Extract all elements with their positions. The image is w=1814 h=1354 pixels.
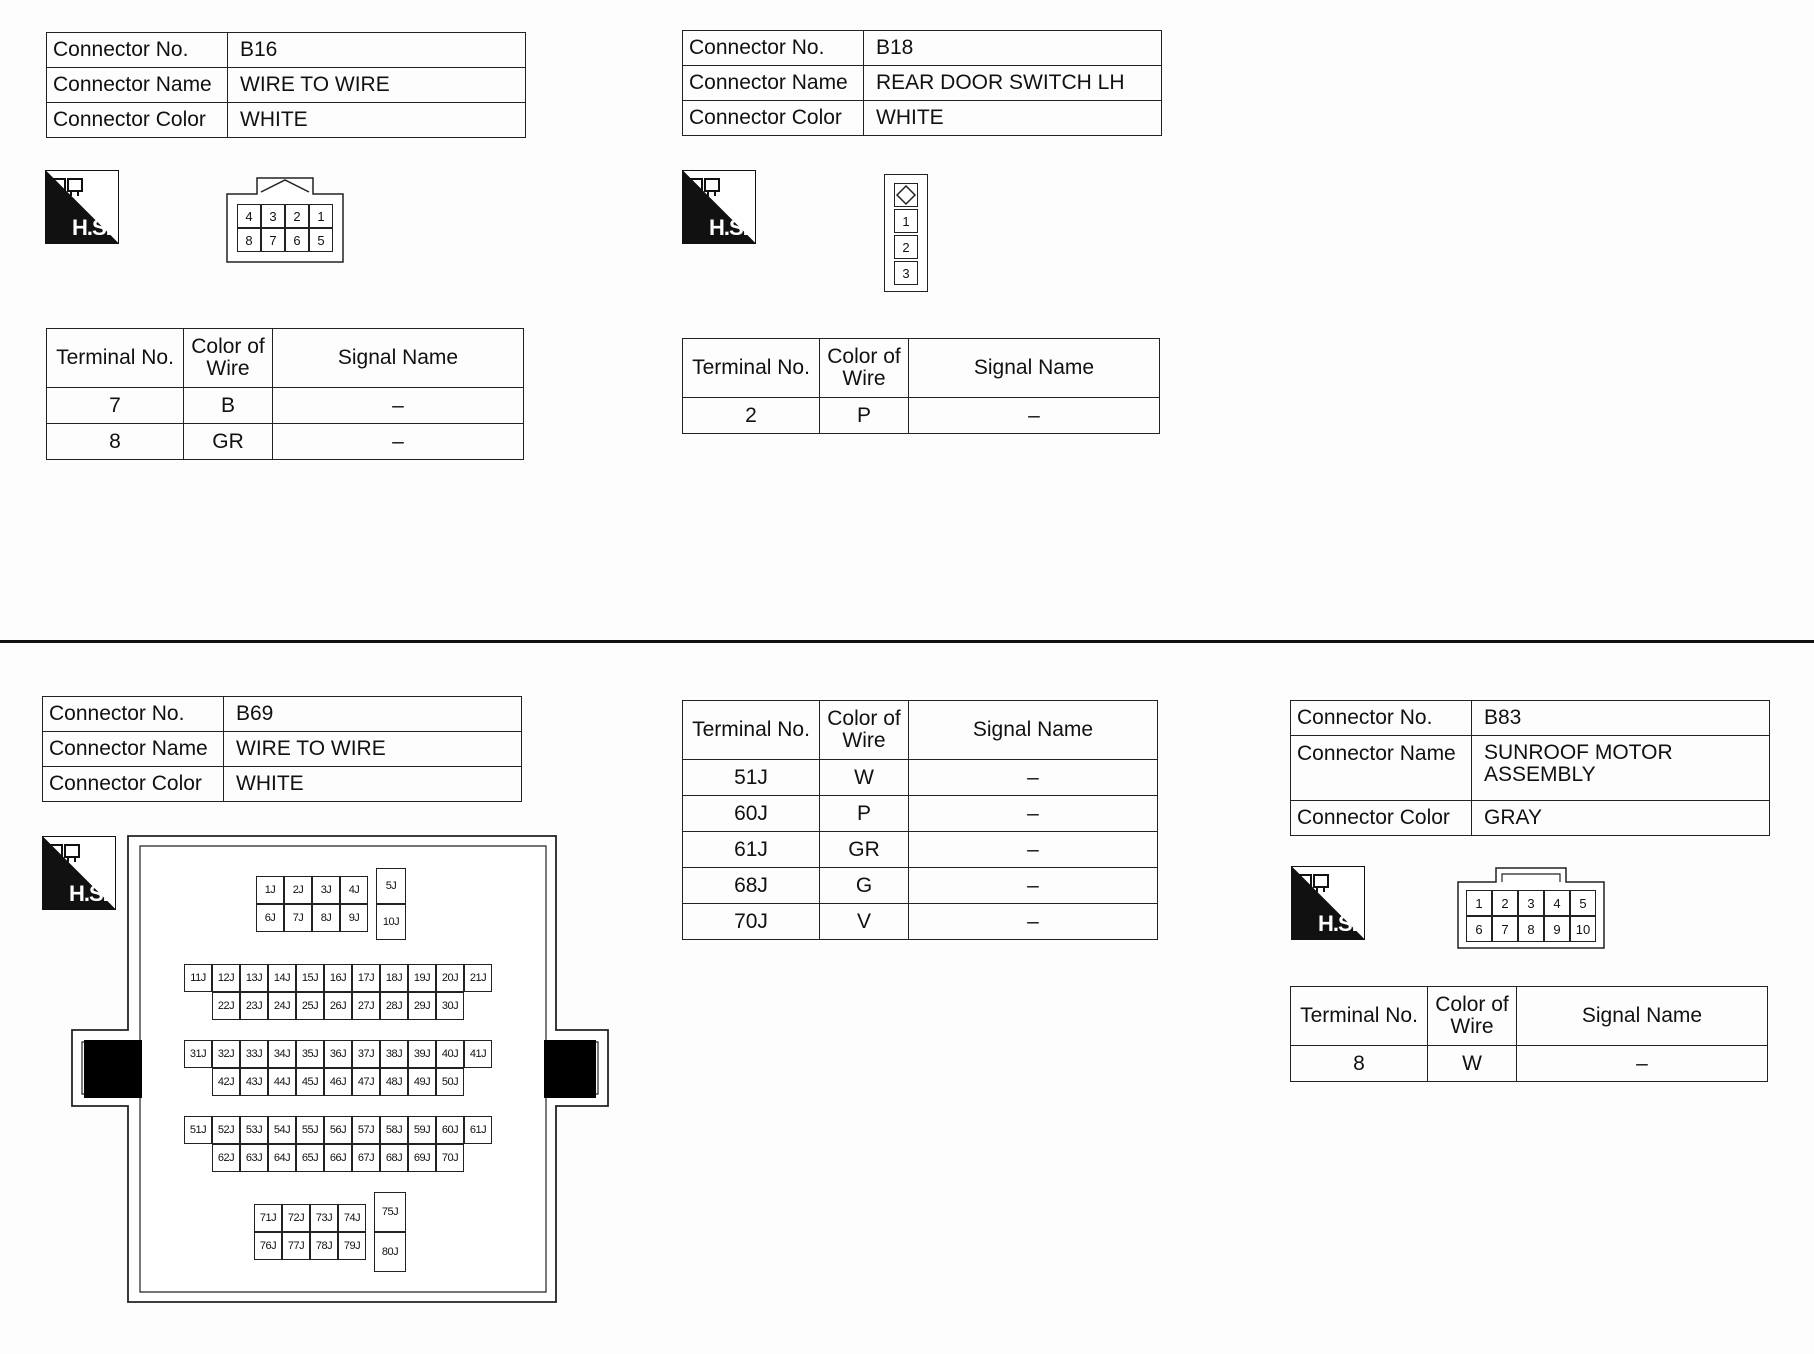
pin: 8 xyxy=(1518,916,1544,942)
pin: 3J xyxy=(312,876,340,904)
pin: 17J xyxy=(352,964,380,992)
pin: 16J xyxy=(324,964,352,992)
signal-cell: – xyxy=(273,424,524,460)
table-row xyxy=(47,424,524,460)
pin: 61J xyxy=(464,1116,492,1144)
pin: 74J xyxy=(338,1204,366,1232)
connector-no-value: B18 xyxy=(864,31,1162,66)
connector-glyph-icon xyxy=(1296,871,1330,893)
wire-color-cell: W xyxy=(1428,1046,1517,1082)
pin: 30J xyxy=(436,992,464,1020)
connector-no-value: B69 xyxy=(224,697,522,732)
signal-cell: – xyxy=(909,868,1158,904)
pin: 76J xyxy=(254,1232,282,1260)
pin: 24J xyxy=(268,992,296,1020)
pin: 28J xyxy=(380,992,408,1020)
pin: 25J xyxy=(296,992,324,1020)
pin: 77J xyxy=(282,1232,310,1260)
connector-no-label: Connector No. xyxy=(47,33,228,68)
pin: 62J xyxy=(212,1144,240,1172)
pin: 4 xyxy=(1544,890,1570,916)
terminal-cell: 70J xyxy=(683,904,820,940)
pin: 49J xyxy=(408,1068,436,1096)
pin: 54J xyxy=(268,1116,296,1144)
pin: 3 xyxy=(1518,890,1544,916)
table-row xyxy=(683,832,1158,868)
pin: 69J xyxy=(408,1144,436,1172)
wire-color-cell: G xyxy=(820,868,909,904)
signal-cell: – xyxy=(273,388,524,424)
connector-b83-face xyxy=(1456,866,1606,950)
pin: 9J xyxy=(340,904,368,932)
pin: 7 xyxy=(1492,916,1518,942)
connector-color-value: WHITE xyxy=(864,101,1162,136)
section-divider xyxy=(0,640,1814,643)
signal-name-header: Signal Name xyxy=(909,701,1158,760)
pin: 71J xyxy=(254,1204,282,1232)
pin: 9 xyxy=(1544,916,1570,942)
pin: 7J xyxy=(284,904,312,932)
pin: 42J xyxy=(212,1068,240,1096)
pin: 46J xyxy=(324,1068,352,1096)
connector-name-value xyxy=(1472,736,1770,801)
terminal-cell: 61J xyxy=(683,832,820,868)
pin: 67J xyxy=(352,1144,380,1172)
pin: 2J xyxy=(284,876,312,904)
signal-cell: – xyxy=(909,796,1158,832)
pin: 64J xyxy=(268,1144,296,1172)
connector-b69-terminal-table xyxy=(682,700,1158,940)
pin: 6J xyxy=(256,904,284,932)
pin: 8 xyxy=(237,228,261,252)
pin: 19J xyxy=(408,964,436,992)
pin: 2 xyxy=(894,235,918,259)
pin: 41J xyxy=(464,1040,492,1068)
hs-badge-label: H.S. xyxy=(69,881,108,906)
pin: 10J xyxy=(376,904,406,940)
pin: 51J xyxy=(184,1116,212,1144)
connector-name-value: REAR DOOR SWITCH LH xyxy=(864,66,1162,101)
wire-color-cell: B xyxy=(184,388,273,424)
terminal-cell: 60J xyxy=(683,796,820,832)
harness-side-badge xyxy=(682,170,756,244)
pin: 36J xyxy=(324,1040,352,1068)
pin: 79J xyxy=(338,1232,366,1260)
wire-color-cell: P xyxy=(820,796,909,832)
pin: 1 xyxy=(309,204,333,228)
pin: 1 xyxy=(1466,890,1492,916)
wire-color-cell: GR xyxy=(184,424,273,460)
connector-name-value: WIRE TO WIRE xyxy=(228,68,526,103)
pin: 45J xyxy=(296,1068,324,1096)
pin: 48J xyxy=(380,1068,408,1096)
pin: 63J xyxy=(240,1144,268,1172)
pin: 4 xyxy=(237,204,261,228)
wire-color-cell: W xyxy=(820,760,909,796)
key-diamond-icon xyxy=(894,183,918,207)
connector-name-label: Connector Name xyxy=(1291,736,1472,801)
wire-color-cell: V xyxy=(820,904,909,940)
pin: 52J xyxy=(212,1116,240,1144)
connector-color-value: GRAY xyxy=(1472,801,1770,836)
table-row xyxy=(1291,1046,1768,1082)
pin: 13J xyxy=(240,964,268,992)
connector-name-line: SUNROOF MOTOR xyxy=(1484,741,1673,764)
connector-b16-info xyxy=(46,32,526,138)
connector-no-label: Connector No. xyxy=(1291,701,1472,736)
signal-name-header: Signal Name xyxy=(909,339,1160,398)
pin: 10 xyxy=(1570,916,1596,942)
pin: 57J xyxy=(352,1116,380,1144)
connector-b83-info xyxy=(1290,700,1770,836)
connector-b16-face xyxy=(225,170,345,264)
pin: 11J xyxy=(184,964,212,992)
terminal-cell: 8 xyxy=(1291,1046,1428,1082)
signal-name-header: Signal Name xyxy=(1517,987,1768,1046)
pin: 47J xyxy=(352,1068,380,1096)
pin: 68J xyxy=(380,1144,408,1172)
connector-b18-face xyxy=(884,174,928,292)
pin: 4J xyxy=(340,876,368,904)
signal-cell: – xyxy=(909,832,1158,868)
pin: 37J xyxy=(352,1040,380,1068)
color-of-wire-header: Color of Wire xyxy=(820,339,909,398)
pin: 26J xyxy=(324,992,352,1020)
connector-color-value: WHITE xyxy=(224,767,522,802)
connector-color-label: Connector Color xyxy=(683,101,864,136)
pin: 72J xyxy=(282,1204,310,1232)
pin: 3 xyxy=(894,261,918,285)
pin: 5 xyxy=(309,228,333,252)
color-of-wire-header: Color of Wire xyxy=(184,329,273,388)
pin: 2 xyxy=(1492,890,1518,916)
pin: 70J xyxy=(436,1144,464,1172)
pin: 6 xyxy=(1466,916,1492,942)
connector-color-label: Connector Color xyxy=(1291,801,1472,836)
pin: 43J xyxy=(240,1068,268,1096)
pin: 34J xyxy=(268,1040,296,1068)
pin: 35J xyxy=(296,1040,324,1068)
hs-badge-label: H.S. xyxy=(1318,911,1357,936)
connector-no-label: Connector No. xyxy=(43,697,224,732)
connector-b18-terminal-table xyxy=(682,338,1160,434)
pin: 55J xyxy=(296,1116,324,1144)
terminal-no-header: Terminal No. xyxy=(47,329,184,388)
pin: 21J xyxy=(464,964,492,992)
terminal-cell: 51J xyxy=(683,760,820,796)
pin: 29J xyxy=(408,992,436,1020)
connector-b69-info xyxy=(42,696,522,802)
connector-glyph-icon xyxy=(50,175,84,197)
pin: 8J xyxy=(312,904,340,932)
connector-name-value: WIRE TO WIRE xyxy=(224,732,522,767)
pin: 22J xyxy=(212,992,240,1020)
table-row xyxy=(683,868,1158,904)
connector-no-value: B16 xyxy=(228,33,526,68)
connector-color-value: WHITE xyxy=(228,103,526,138)
pin: 38J xyxy=(380,1040,408,1068)
pin: 60J xyxy=(436,1116,464,1144)
terminal-no-header: Terminal No. xyxy=(683,339,820,398)
table-row xyxy=(683,904,1158,940)
connector-b16-terminal-table xyxy=(46,328,524,460)
pin: 73J xyxy=(310,1204,338,1232)
connector-no-label: Connector No. xyxy=(683,31,864,66)
color-of-wire-header: Color of Wire xyxy=(820,701,909,760)
pin: 12J xyxy=(212,964,240,992)
pin: 15J xyxy=(296,964,324,992)
pin: 56J xyxy=(324,1116,352,1144)
pin: 65J xyxy=(296,1144,324,1172)
pin: 59J xyxy=(408,1116,436,1144)
signal-cell: – xyxy=(1517,1046,1768,1082)
pin: 2 xyxy=(285,204,309,228)
pin: 1 xyxy=(894,209,918,233)
pin: 5J xyxy=(376,868,406,904)
pin: 31J xyxy=(184,1040,212,1068)
pin: 40J xyxy=(436,1040,464,1068)
connector-glyph-icon xyxy=(687,175,721,197)
pin: 1J xyxy=(256,876,284,904)
pin: 80J xyxy=(374,1232,406,1272)
terminal-no-header: Terminal No. xyxy=(1291,987,1428,1046)
table-row xyxy=(683,398,1160,434)
pin: 53J xyxy=(240,1116,268,1144)
connector-name-line: ASSEMBLY xyxy=(1484,763,1596,786)
pin: 27J xyxy=(352,992,380,1020)
table-row xyxy=(47,388,524,424)
harness-side-badge xyxy=(45,170,119,244)
hs-badge-label: H.S. xyxy=(709,215,748,240)
pin: 44J xyxy=(268,1068,296,1096)
connector-name-label: Connector Name xyxy=(47,68,228,103)
pin: 7 xyxy=(261,228,285,252)
signal-cell: – xyxy=(909,398,1160,434)
pin: 58J xyxy=(380,1116,408,1144)
pin: 39J xyxy=(408,1040,436,1068)
table-row xyxy=(683,760,1158,796)
harness-side-badge xyxy=(1291,866,1365,940)
connector-no-value: B83 xyxy=(1472,701,1770,736)
pin: 50J xyxy=(436,1068,464,1096)
terminal-cell: 68J xyxy=(683,868,820,904)
pin: 18J xyxy=(380,964,408,992)
signal-name-header: Signal Name xyxy=(273,329,524,388)
connector-color-label: Connector Color xyxy=(43,767,224,802)
table-row xyxy=(683,796,1158,832)
terminal-no-header: Terminal No. xyxy=(683,701,820,760)
connector-name-label: Connector Name xyxy=(43,732,224,767)
terminal-cell: 8 xyxy=(47,424,184,460)
color-of-wire-header: Color of Wire xyxy=(1428,987,1517,1046)
connector-b18-info xyxy=(682,30,1162,136)
terminal-cell: 7 xyxy=(47,388,184,424)
connector-color-label: Connector Color xyxy=(47,103,228,138)
hs-badge-label: H.S. xyxy=(72,215,111,240)
pin: 14J xyxy=(268,964,296,992)
pin: 33J xyxy=(240,1040,268,1068)
pin: 23J xyxy=(240,992,268,1020)
pin: 5 xyxy=(1570,890,1596,916)
connector-b83-terminal-table xyxy=(1290,986,1768,1082)
pin: 75J xyxy=(374,1192,406,1232)
connector-name-label: Connector Name xyxy=(683,66,864,101)
pin: 6 xyxy=(285,228,309,252)
wire-color-cell: GR xyxy=(820,832,909,868)
pin: 20J xyxy=(436,964,464,992)
pin: 66J xyxy=(324,1144,352,1172)
signal-cell: – xyxy=(909,904,1158,940)
wire-color-cell: P xyxy=(820,398,909,434)
terminal-cell: 2 xyxy=(683,398,820,434)
pin: 3 xyxy=(261,204,285,228)
pin: 78J xyxy=(310,1232,338,1260)
signal-cell: – xyxy=(909,760,1158,796)
pin: 32J xyxy=(212,1040,240,1068)
